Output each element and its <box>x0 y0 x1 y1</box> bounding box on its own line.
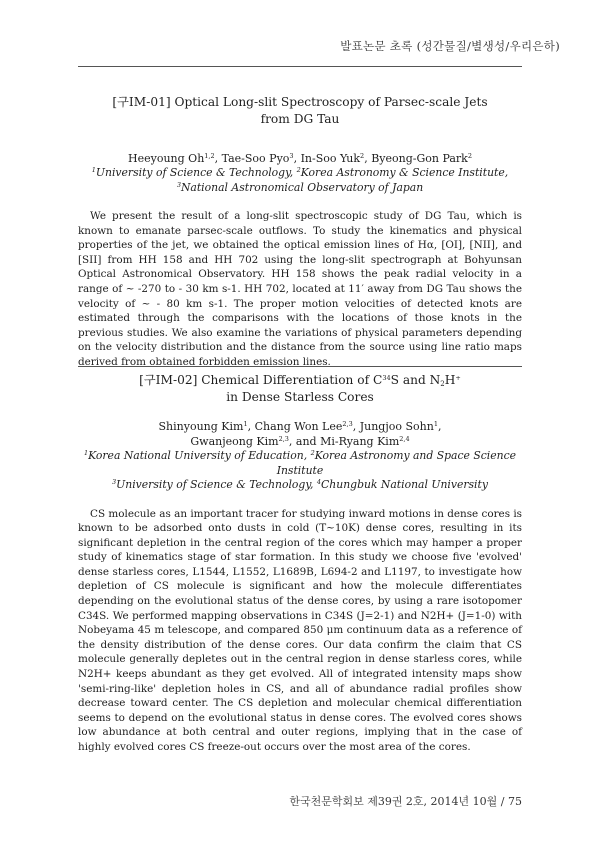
author-affiliation-mark: 2,3 <box>342 420 353 428</box>
running-header: 발표논문 초록 (성간물질/별생성/우리은하) <box>340 39 560 53</box>
affiliation-name: National Astronomical Observatory of Japan <box>180 180 424 194</box>
affiliation-number: 3 <box>112 478 117 486</box>
affiliation-name: Korea Astronomy & Science Institute <box>300 166 505 179</box>
author-name: Byeong-Gon Park <box>371 152 468 165</box>
abstract-im-01 <box>78 94 522 370</box>
affiliation-name: Korea Astronomy and Space Science Institute <box>276 449 517 477</box>
title-text: S and N <box>390 373 441 387</box>
abstract-title <box>78 94 522 128</box>
author-affiliation-mark: 1 <box>433 420 438 428</box>
title-text: H <box>444 373 456 387</box>
page-footer: 한국천문학회보 제39권 2호, 2014년 10월 / 75 <box>289 795 522 808</box>
author-affiliation-mark: 2,4 <box>399 435 410 443</box>
author-name: Gwanjeong Kim <box>190 435 279 448</box>
author-affiliation-mark: 3 <box>289 152 294 160</box>
author-name: Shinyoung Kim <box>158 420 244 433</box>
affiliation-name: Chungbuk National University <box>321 478 488 491</box>
abstract-title <box>78 372 522 406</box>
author-affiliation-mark: 2,3 <box>278 435 289 443</box>
abstract-im-02 <box>78 372 522 755</box>
author-affiliation-mark: 1,2 <box>204 152 215 160</box>
affiliation-name: University of Science & Technology <box>95 166 290 179</box>
affiliation-name: Korea National University of Education <box>88 449 304 462</box>
affiliation-name: University of Science & Technology <box>116 478 311 491</box>
title-superscript: + <box>455 374 461 382</box>
title-line-2: from DG Tau <box>260 112 340 126</box>
affiliation-number: 2 <box>310 449 315 457</box>
abstract-divider <box>78 366 522 367</box>
author-affiliation-mark: 2 <box>467 152 472 160</box>
author-affiliation-mark: 2 <box>360 152 365 160</box>
affiliation-list: $^1$University of Science & Technology, $^2$Korea Astronomy & Science Institute, $^3$National Astronomical Observatory of Japan <box>91 166 509 194</box>
title-subscript: 2 <box>440 380 445 388</box>
title-superscript: 34 <box>382 374 391 382</box>
author-name: In-Soo Yuk <box>300 152 361 165</box>
abstract-body: We present the result of a long-slit spectroscopic study of DG Tau, which is known to emanate parsec-scale outflows. To study the kinematics and physical properties of the jet, we obtained the optical emission lines of Hα, [OI], [NII], and [SII] from HH 158 and HH 702 using the long-slit spectrograph at Bohyunsan Optical Astronomical Observatory. HH 158 shows the peak radial velocity in a range of ~ -270 to - 30 km s-1. HH 702, located at 11′ away from DG Tau shows the velocity of ~ - 80 km s-1. The proper motion velocities of detected knots are estimated through the comparisons with the locations of those knots in the previous studies. We also examine the variations of physical parameters depending on the velocity distribution and the distance from the source using line ratio maps derived from obtained forbidden emission lines. <box>78 210 522 368</box>
affiliation-number: 1 <box>91 166 96 174</box>
author-name: Heeyoung Oh <box>128 152 205 165</box>
header-divider <box>78 66 522 67</box>
abstract-body: CS molecule as an important tracer for studying inward motions in dense cores is known to be adsorbed onto dusts in cold (T~10K) dense cores, resulting in its significant depletion in the central region of the cores which may hamper a proper study of kinematics stage of star formation. In this study we choose five 'evolved' dense starless cores, L1544, L1552, L1689B, L694-2 and L1197, to investigate how depletion of CS molecule is significant and how the molecule differentiates depending on the evolutional status of the dense cores, by using a rare isotopomer C34S. We performed mapping observations in C34S (J=2-1) and N2H+ (J=1-0) with Nobeyama 45 m telescope, and compared 850 μm continuum data as a reference of the density distribution of the dense cores. Our data confirm the claim that CS molecule generally depletes out in the central region in dense starless cores, while N2H+ keeps abundant as they get evolved. All of integrated intensity maps show 'semi-ring-like' depletion holes in CS, and all of abundance radial profiles show decrease toward center. The CS depletion and molecular chemical differentiation seems to depend on the evolutional status in dense cores. The evolved cores shows low abundance at both central and outer regions, implying that in the case of highly evolved cores CS freeze-out occurs over the most area of the cores. <box>78 507 522 753</box>
author-name: Tae-Soo Pyo <box>221 152 290 165</box>
author-list: Heeyoung Oh$^{1,2}$, Tae-Soo Pyo$^3$, In-Soo Yuk$^2$, Byeong-Gon Park$^2$ <box>128 152 472 165</box>
affiliation-list: $^1$Korea National University of Education, $^2$Korea Astronomy and Space Science Institute $^3$University of Science & Technology, $^4$Chungbuk National University <box>83 449 517 491</box>
affiliation-number: 3 <box>176 180 181 189</box>
author-list: Shinyoung Kim$^1$, Chang Won Lee$^{2,3}$, Jungjoo Sohn$^1$, Gwanjeong Kim$^{2,3}$, and Mi-Ryang Kim$^{2,4}$ <box>158 420 442 448</box>
author-name: Jungjoo Sohn <box>359 420 434 433</box>
affiliation-number: 2 <box>296 166 301 174</box>
title-line-1: [구IM-01] Optical Long-slit Spectroscopy of Parsec-scale Jets <box>112 95 488 109</box>
title-line-2: in Dense Starless Cores <box>226 390 374 404</box>
author-name: Chang Won Lee <box>254 420 343 433</box>
author-name: Mi-Ryang Kim <box>320 435 400 448</box>
author-affiliation-mark: 1 <box>243 420 248 428</box>
affiliation-number: 1 <box>83 449 89 457</box>
affiliation-number: 4 <box>316 478 322 486</box>
title-text: [구IM-02] Chemical Differentiation of C <box>139 373 383 387</box>
